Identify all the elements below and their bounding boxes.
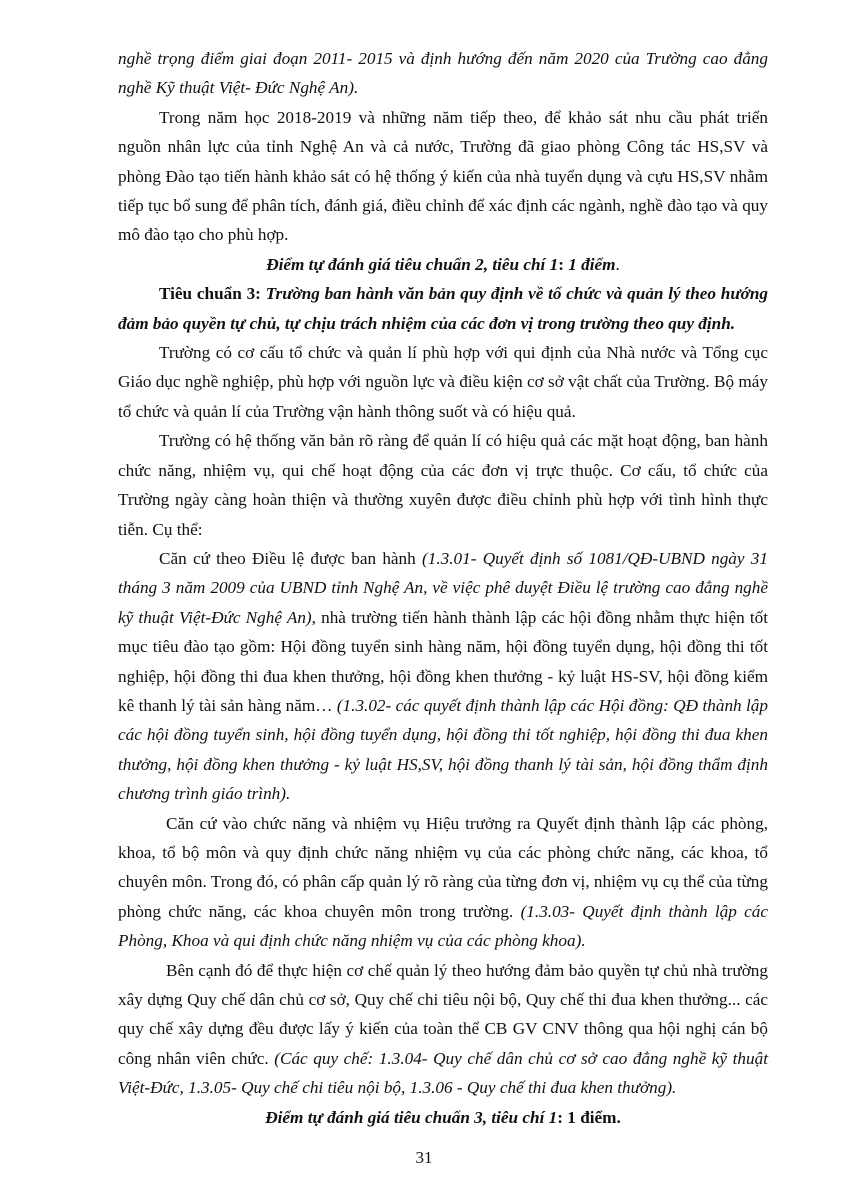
standard-3-heading bbox=[118, 279, 768, 338]
structure-paragraph: Trường có cơ cấu tổ chức và quản lí phù hợp với qui định của Nhà nước và Tổng cục Giáo dục nghề nghiệp, phù hợp với nguồn lực và điều kiện cơ sở vật chất của Trường. Bộ máy tổ chức và quản lí của Trường vận hành thông suốt và có hiệu quả. bbox=[118, 343, 768, 421]
charter-text-1: Căn cứ theo Điều lệ được ban hành bbox=[159, 548, 423, 568]
documents-paragraph: Trường có hệ thống văn bản rõ ràng để quản lí có hiệu quả các mặt hoạt động, ban hành chức năng, nhiệm vụ, qui chế hoạt động của các đơn vị trực thuộc. Cơ cấu, tổ chức của Trường ngày càng hoàn thiện và thường xuyên được điều chỉnh phù hợp với tình hình thực tiễn. Cụ thể: bbox=[118, 431, 768, 539]
autonomy-paragraph bbox=[118, 956, 768, 1103]
evidence-1-3-01: (1.3.01- Quyết định số 1081/QĐ-UBND ngày 31 tháng 3 năm 2009 của UBND tỉnh Nghệ An, về việc phê duyệt Điều lệ trường cao đẳng nghề kỹ thuật Việt-Đức Nghệ An) bbox=[118, 548, 768, 627]
autonomy-text: Bên cạnh đó để thực hiện cơ chế quản lý theo hướng đảm bảo quyền tự chủ nhà trường xây dựng Quy chế dân chủ cơ sở, Quy chế chi tiêu nội bộ, Quy chế thi đua khen thưởng... các quy chế xây dựng đều được lấy ý kiến của toàn thể CB GV CNV thông qua hội nghị cán bộ công nhân viên chức. bbox=[118, 960, 768, 1068]
score-2-value: 1 điểm bbox=[568, 254, 616, 274]
intro-continuation: nghề trọng điểm giai đoạn 2011- 2015 và định hướng đến năm 2020 của Trường cao đẳng nghề Kỹ thuật Việt- Đức Nghệ An). bbox=[118, 49, 768, 98]
standard-3-label: Tiêu chuẩn 3: bbox=[159, 284, 261, 304]
score-2-label: Điểm tự đánh giá tiêu chuẩn 2, tiêu chí 1 bbox=[266, 254, 559, 274]
evidence-1-3-04-06: (Các quy chế: 1.3.04- Quy chế dân chủ cơ sở cao đẳng nghề kỹ thuật Việt-Đức, 1.3.05- Quy chế chi tiêu nội bộ, 1.3.06 - Quy chế thi đua khen thưởng). bbox=[118, 1048, 768, 1098]
score-2-end: . bbox=[615, 254, 620, 274]
evidence-1-3-02: (1.3.02- các quyết định thành lập các Hội đồng: QĐ thành lập các hội đồng tuyển sinh, hội đồng tuyển dụng, hội đồng thi tốt nghiệp, hội đồng thi đua khen thưởng, hội đồng khen thưởng - kỷ luật HS,SV, hội đồng thanh lý tài sản, hội đồng thẩm định chương trình giáo trình). bbox=[118, 695, 768, 804]
standard-3-title: Trường ban hành văn bản quy định về tổ chức và quản lý theo hướng đảm bảo quyền tự chủ, tự chịu trách nhiệm của các đơn vị trong trường theo quy định. bbox=[118, 284, 768, 333]
functions-paragraph bbox=[118, 809, 768, 956]
score-standard-2 bbox=[118, 250, 768, 279]
score-3-sep: : bbox=[557, 1107, 568, 1127]
score-standard-3 bbox=[118, 1103, 768, 1132]
document-page bbox=[118, 44, 768, 1132]
score-3-value: 1 điểm. bbox=[567, 1107, 621, 1127]
functions-text: Căn cứ vào chức năng và nhiệm vụ Hiệu trưởng ra Quyết định thành lập các phòng, khoa, tổ bộ môn và quy định chức năng nhiệm vụ của các phòng chức năng, các khoa, tổ chuyên môn. Trong đó, có phân cấp quản lý rõ ràng của từng đơn vị, nhiệm vụ cụ thể của từng phòng chức năng, các khoa chuyên môn trong trường. bbox=[118, 813, 768, 921]
score-3-label: Điểm tự đánh giá tiêu chuẩn 3, tiêu chí 1 bbox=[265, 1107, 558, 1127]
survey-paragraph: Trong năm học 2018-2019 và những năm tiếp theo, để khảo sát nhu cầu phát triển nguồn nhân lực của tỉnh Nghệ An và cả nước, Trường đã giao phòng Công tác HS,SV và phòng Đào tạo tiến hành khảo sát có hệ thống ý kiến của nhà tuyển dụng và cựu HS,SV nhằm tiếp tục bổ sung để phân tích, đánh giá, điều chỉnh để xác định các ngành, nghề đào tạo và quy mô đào tạo cho phù hợp. bbox=[118, 107, 768, 245]
evidence-1-3-03: (1.3.03- Quyết định thành lập các Phòng, Khoa và qui định chức năng nhiệm vụ của các phòng khoa). bbox=[118, 901, 768, 951]
page-number: 31 bbox=[415, 1148, 433, 1167]
charter-paragraph bbox=[118, 544, 768, 809]
score-2-sep: : bbox=[558, 254, 569, 274]
charter-text-2: , nhà trường tiến hành thành lập các hội đồng nhằm thực hiện tốt mục tiêu đào tạo gồm: Hội đồng tuyển sinh hàng năm, hội đồng tuyển dụng, hội đồng thi tốt nghiệp, hội đồng thi đua khen thưởng, hội đồng khen thưởng - kỷ luật HS-SV, hội đồng kiểm kê thanh lý tài sản hàng năm… bbox=[118, 607, 768, 715]
